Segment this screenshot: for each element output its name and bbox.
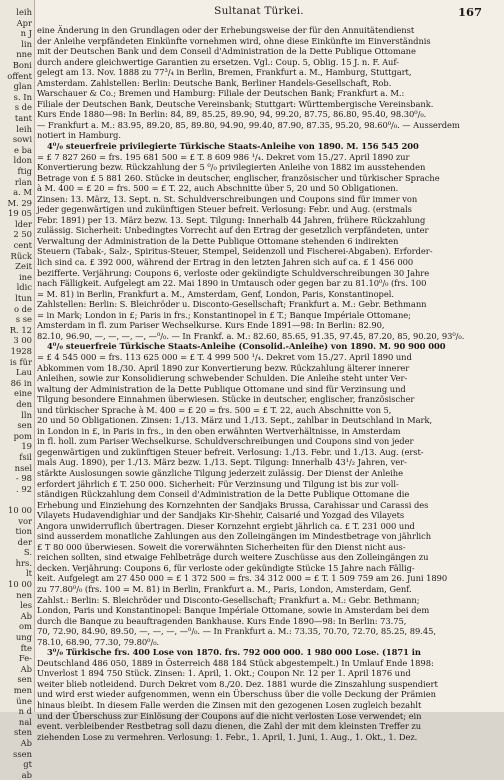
facing-page-fragment: S. (23, 547, 32, 558)
section-heading-line (37, 647, 483, 658)
text-line: event. verbleibender Restbetrag soll dazu dienen, die Zahl der mit dem kleinsten Treffer zu (37, 721, 422, 732)
facing-page-fragment: hrs. (15, 557, 32, 568)
text-line: ziehenden Lose zu vermehren. Verlosung: 1. Febr., 1. April, 1. Juni, 1. Aug., 1. Okt., 1. Dez. (37, 731, 418, 742)
facing-page-fragment: Ab (20, 663, 32, 674)
facing-page-fragment: Apr (16, 17, 32, 28)
facing-page-fragment: 10 00 (8, 579, 32, 590)
facing-page-fragment: lin (21, 38, 32, 49)
facing-page-fragment: a. M (13, 187, 32, 198)
text-line: 78.10, 68.90, 77.30, 79.80⁰/₀. (37, 636, 160, 647)
facing-page-fragment: M. 29 (7, 197, 32, 208)
text-line: keit. Aufgelegt am 27 450 000 = £ 1 372 500 = frs. 34 312 000 = £ T. 1 509 759 am 26. Juni 1890 (37, 573, 448, 584)
text-line: 82.10, 96.90, —, —, —, —, —⁰/₀. — In Frankf. a. M.: 82.60, 85.65, 91.35, 97.45, 87.20, 85, 90.20, 93⁰/₀. (37, 330, 465, 341)
facing-page-fragment: 86 in (10, 377, 32, 388)
text-line: der Anleihe verpfändeten Einkünfte vornehmen wird, ohne diese Einkünfte im Einverständnis (37, 35, 431, 46)
section-heading-text: 4⁰/₀ steuerfreie privilegierte Türkische Staats-Anleihe von 1890. M. 156 545 200 (47, 141, 419, 152)
facing-page-fragment: s de (14, 102, 32, 113)
text-line: Zahlst.: Berlin: S. Bleichröder und Disconto-Gesellschaft; Frankfurt a. M.: Gebr. Bethmann; (37, 594, 420, 605)
facing-page-fragment: - 98 (15, 473, 32, 484)
text-line: — Frankfurt a. M.: 83.95, 89.20, 85, 89.80, 94.90, 99.40, 87.90, 87.35, 95.20, 98.60⁰/₀. — Ausserdem (37, 119, 460, 130)
facing-page-fragment: tion (15, 526, 32, 537)
section-heading-line (37, 341, 483, 352)
text-line: Erhebung und Einziehung des Kornzehnten der Sandjaks Brussa, Carahissar und Carassi des (37, 499, 429, 510)
text-line: ständigen Rückzahlung dem Conseil d'Administration de la Dette Publique Ottomane die (37, 489, 410, 500)
facing-page-fragment: o de (13, 303, 32, 314)
section-heading-text: 4⁰/₀ steuerfreie Türkische Staats-Anleihe (Consolid.-Anleihe) von 1890. M. 90 900 000 (47, 341, 446, 352)
facing-page-fragment: men (13, 685, 32, 695)
text-line: Amsterdam. Zahlstellen: Berlin: Deutsche Bank, Berliner Handels-Gesellschaft, Rob. (37, 77, 392, 88)
facing-page-fragment: Ab (20, 737, 32, 748)
text-line: in London in £, in Paris in frs., in den oben erwähnten Wertverhältnisse, in Amsterdam (37, 425, 401, 436)
section-heading-line (37, 141, 483, 152)
text-line: Konvertierung bezw. Rückzahlung der 5 ⁰/₀ privilegierten Anleihe von 1882 im ausstehenden (37, 162, 426, 173)
page-number: 167 (457, 5, 482, 19)
facing-page-fragment: e ba (14, 144, 32, 155)
facing-page-fragment: Fe- (18, 653, 32, 664)
facing-page-fragment: ssen (13, 748, 32, 759)
facing-page-fragment: les (20, 600, 32, 611)
text-line: Kurs Ende 1880—98: In Berlin: 84, 89, 85.25, 89.90, 94, 99.20, 87.75, 86.80, 95.40, 98.30⁰/₀. (37, 109, 427, 120)
text-line: Febr. 1891) per 13. März bezw. 13. Sept. Tilgung: Innerhalb 44 Jahren, frühere Rückzahlung (37, 214, 426, 225)
facing-page-fragment: Lau (16, 367, 32, 378)
facing-page-fragment: ldic (16, 282, 32, 293)
facing-page-fragment: der (17, 536, 32, 547)
text-line: decken. Verjährung: Coupons 6, für verloste oder gekündigte Stücke 15 Jahre nach Fällig- (37, 562, 415, 573)
facing-page-fragment: nsel (14, 462, 32, 473)
text-line: weiter blieb notleidend. Durch Dekret vom 8./20. Dez. 1881 wurde die Zinszahlung suspendiert (37, 678, 438, 689)
facing-page-fragment: sen (17, 674, 32, 685)
facing-page-fragment: leih (16, 7, 32, 17)
facing-page-fragment: s se (15, 314, 32, 325)
text-line: Vilayets Hudavendighiar und der Sandjaks Kir-Shehir, Caisarié und Yozgad des Vilayets (37, 510, 405, 521)
facing-page-fragment: cent (13, 240, 32, 251)
text-line: Amsterdam in fl. zum Pariser Wechselkurse. Kurs Ende 1891—98: In Berlin: 82.90, (37, 320, 385, 331)
text-line: Angora unwiderruflich übertragen. Dieser Kornzehnt ergiebt jährlich ca. £ T. 231 000 und (37, 520, 415, 531)
section-heading-text: 3⁰/₀ Türkische frs. 400 Lose von 1870. frs. 792 000 000. 1 980 000 Lose. (1871 in (47, 647, 421, 658)
facing-page-fragment: . 92 (16, 483, 32, 494)
text-line: Betrage von £ 5 881 260. Stücke in deutscher, englischer, französischer und türkischer Sprache (37, 172, 440, 183)
facing-page-fragment: nne (16, 49, 32, 60)
text-line: Unverlost 1 894 750 Stück. Zinsen: 1. April, 1. Okt.; Coupon Nr. 12 per 1. April 1876 und (37, 668, 411, 679)
text-line: zulässig. Sicherheit: Unbedingtes Vorrecht auf den Ertrag der gesetzlich verpfändeten, unter (37, 225, 429, 236)
facing-page-fragment: ftig (17, 165, 32, 176)
text-line: reichen sollten, sind etwaige Fehlbeträge durch weitere Zuschüsse aus den Zolleingängen zu (37, 552, 429, 563)
facing-page-fragment: ldon (13, 155, 32, 166)
facing-page-fragment: Boni (12, 59, 32, 70)
text-line: Deutschland 486 050, 1889 in Österreich 488 184 Stück abgestempelt.) In Umlauf Ende 1898: (37, 657, 434, 668)
text-line: mit der Deutschen Bank und dem Conseil d'Administration de la Dette Publique Ottomane (37, 46, 416, 57)
text-line: und der Überschuss zur Einlösung der Coupons auf die nicht verlosten Lose verwendet; ein (37, 710, 422, 721)
text-line: und wird erst wieder aufgenommen, wenn ein Überschuss über die volle Deckung der Prämien (37, 689, 436, 700)
facing-page-fragment: sen (17, 420, 32, 431)
text-line: Verwaltung der Administration de la Dette Publique Ottomane stehenden 6 indirekten (37, 235, 399, 246)
text-line: hinaus bleibt. In diesem Falle werden die Zinsen mit den gezogenen Losen zugleich bezahlt (37, 700, 422, 710)
facing-page-fragment: 1928 (10, 346, 32, 356)
facing-page-fragment: lder (15, 218, 32, 229)
facing-page-fragment: n J (20, 28, 32, 39)
text-line: durch andere gleichwertige Garantien zu ersetzen. Vgl.: Coup. 5, Oblig. 15 J. n. F. Auf- (37, 56, 399, 67)
text-line: eine Änderung in den Grundlagen oder der Erhebungsweise der für den Annuitätendienst (37, 25, 415, 35)
facing-page-fragment: ltun (15, 293, 32, 304)
facing-page-fragment: leih (16, 123, 32, 134)
facing-page-edge (0, 0, 35, 780)
facing-page-fragment: rlan (14, 176, 32, 187)
facing-page-fragment: Zeit (15, 261, 32, 272)
text-line: nach Fälligkeit. Aufgelegt am 22. Mai 1890 in Umtausch oder gegen bar zu 81.10⁰/₀ (frs. 100 (37, 278, 427, 289)
facing-page-fragment: üne (16, 695, 32, 706)
text-line: stärkte Auslosungen sowie gänzliche Tilgung jederzeit zulässig. Der Dienst der Anleihe (37, 467, 403, 478)
text-line: = M. 81) in Berlin, Frankfurt a. M., Amsterdam, Genf, London, Paris, Konstantinopel. (37, 288, 394, 299)
text-line: in fl. holl. zum Pariser Wechselkurse. Schuldverschreibungen und Coupons sind von jeder (37, 436, 414, 447)
text-line: = in Mark; London in £; Paris in frs.; Konstantinopel in £ T.; Banque Impériale Ottomane; (37, 309, 411, 320)
text-line: gelegt am 13. Nov. 1888 zu 77³/₄ in Berlin, Bremen, Frankfurt a. M., Hamburg, Stuttgart, (37, 67, 412, 78)
text-line: waltung der Administration de la Dette Publique Ottomane und sind für Verzinsung und (37, 383, 406, 394)
facing-page-fragment: lln (21, 409, 32, 420)
facing-page-fragment: Rück (10, 250, 32, 261)
text-line: = £ 7 827 260 = frs. 195 681 500 = £ T. 8 609 986 ¹/₄. Dekret vom 15./27. April 1890 zur (37, 151, 410, 162)
facing-page-fragment: om (19, 621, 32, 632)
text-line: 70, 72.90, 84.90, 89.50, —, —, —, —⁰/₀. — In Frankfurt a. M.: 73.35, 70.70, 72.70, 85.25, 89.45, (37, 626, 436, 637)
text-line: London, Paris und Konstantinopel: Banque Impériale Ottomane, sowie in Amsterdam bei dem (37, 605, 430, 616)
text-line: lich sind ca. £ 392 000, während der Ertrag in den letzten Jahren sich auf ca. £ 1 456 000 (37, 257, 414, 268)
text-line: Zinsen: 13. März, 13. Sept. n. St. Schuldverschreibungen und Coupons sind für immer von (37, 193, 418, 204)
facing-page-fragment: n d (18, 706, 32, 717)
text-line: Abkommen vom 18./30. April 1890 zur Konvertierung bezw. Rückzahlung älterer innerer (37, 362, 410, 373)
facing-page-fragment: 3 00 (13, 335, 32, 346)
facing-page-fragment: ung (15, 632, 32, 643)
text-line: gegenwärtigen und zukünftigen Steuer befreit. Verlosung: 1./13. Febr. und 1./13. Aug. (erst- (37, 446, 424, 457)
text-line: £ T 80 000 überwiesen. Soweit die vorerwähnten Sicherheiten für den Dienst nicht aus- (37, 541, 406, 552)
facing-page-fragment: fte (20, 642, 32, 653)
text-line: Steuern (Tabak-, Salz-, Spiritus-Steuer, Stempel, Seidenzoll und Fischerei-Abgaben). Erforder- (37, 246, 433, 257)
facing-page-fragment: glan (13, 81, 32, 92)
facing-page-fragment: nal (18, 716, 32, 727)
facing-page-fragment: is für (9, 356, 32, 367)
text-line: Zahlstellen: Berlin: S. Bleichröder u. Disconto-Gesellschaft; Frankfurt a. M.: Gebr. Bethmann (37, 299, 427, 310)
page-header (36, 5, 482, 19)
facing-page-fragment: s. In (13, 91, 32, 102)
facing-page-fragment (0, 494, 34, 505)
facing-page-fragment: eine (14, 388, 32, 399)
facing-page-fragment: pom (13, 430, 32, 441)
facing-page-fragment: sowi (12, 134, 32, 145)
text-line: = £ 4 545 000 = frs. 113 625 000 = £ T. 4 999 500 ¹/₄. Dekret vom 15./27. April 1890 und (37, 351, 412, 362)
facing-page-fragment: nen (16, 589, 32, 600)
facing-page-fragment: tant (14, 112, 32, 123)
facing-page-fragment: ab (21, 769, 32, 780)
running-head: Sultanat Türkei. (214, 5, 304, 17)
text-line: durch die Banque zu beauftragenden Bankhause. Kurs Ende 1890—98: In Berlin: 73.75, (37, 615, 407, 626)
text-line: Filiale der Deutschen Bank, Deutsche Vereinsbank; Stuttgart: Württembergische Vereinsbank. (37, 98, 434, 109)
facing-page-fragment: 19 05 (8, 208, 32, 219)
text-line: à M. 400 = £ 20 = frs. 500 = £ T. 22, auch Abschnitte über 5, 20 und 50 Obligationen. (37, 183, 399, 194)
facing-page-fragment: lt (25, 568, 32, 579)
text-line: Tilgung besondere Einnahmen überwiesen. Stücke in deutscher, englischer, französischer (37, 394, 415, 405)
facing-page-fragment: ine (18, 271, 32, 282)
facing-page-fragment: 19 (21, 441, 32, 452)
text-line: sind ausserdem monatliche Zahlungen aus den Zolleingängen im Mindestbetrage von jährlich (37, 531, 432, 542)
text-line: Anleihen, sowie zur Konsolidierung schwebender Schulden. Die Anleihe steht unter Ver- (37, 373, 408, 384)
facing-page-fragment: sten (13, 727, 32, 738)
page-body (37, 25, 483, 742)
facing-page-text (0, 7, 34, 780)
facing-page-fragment: 2 50 (13, 229, 32, 240)
facing-page-fragment: R. 12 (9, 324, 32, 335)
facing-page-fragment: offent (7, 70, 32, 81)
facing-page-fragment: gt (23, 759, 32, 770)
text-line: erfordert jährlich £ T. 250 000. Sicherheit: Für Verzinsung und Tilgung ist bis zur voll- (37, 478, 399, 489)
text-line: 20 und 50 Obligationen. Zinsen: 1./13. März und 1./13. Sept., zahlbar in Deutschland in Mark, (37, 415, 433, 426)
text-line: bezifferte. Verjährung: Coupons 6, verloste oder gekündigte Schuldverschreibungen 30 Jahre (37, 267, 430, 278)
text-line: jeder gegenwärtigen und zukünftigen Steuer befreit. Verlosung: Febr. und Aug. (erstmals (37, 204, 412, 215)
facing-page-fragment: fsil (19, 451, 32, 462)
text-line: notiert in Hamburg. (37, 130, 121, 141)
text-line: Warschauer & Co.; Bremen und Hamburg: Filiale der Deutschen Bank; Frankfurt a. M.: (37, 88, 405, 99)
text-line: mals Aug. 1890), per 1./13. März bezw. 1./13. Sept. Tilgung: Innerhalb 43¹/₂ Jahren, ver- (37, 457, 407, 468)
text-line: zu 77.80⁰/₀ (frs. 100 = M. 81) in Berlin, Frankfurt a. M., Paris, London, Amsterdam, Genf. (37, 583, 412, 594)
facing-page-fragment: Ab (20, 610, 32, 621)
facing-page-fragment: 10 00 (8, 504, 32, 515)
facing-page-fragment: den (16, 398, 32, 409)
text-line: und türkischer Sprache à M. 400 = £ 20 = frs. 500 = £ T. 22, auch Abschnitte von 5, (37, 404, 392, 415)
facing-page-fragment: vor (18, 515, 32, 526)
